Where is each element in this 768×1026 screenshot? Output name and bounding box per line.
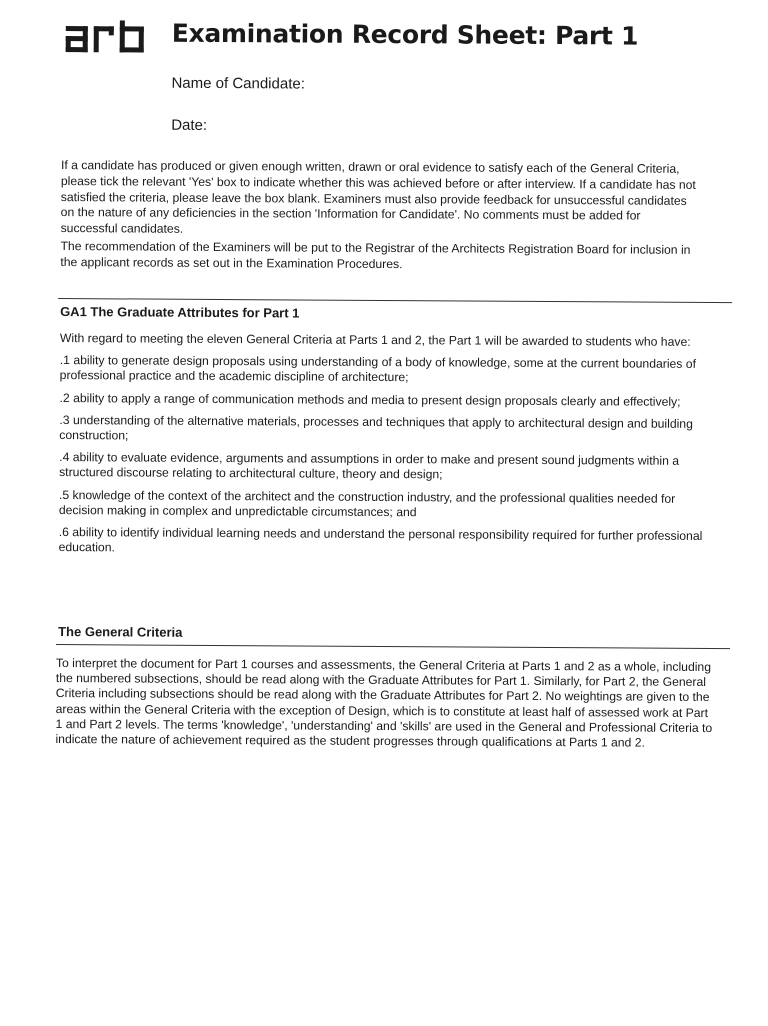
divider bbox=[58, 298, 732, 303]
date-label: Date: bbox=[171, 116, 208, 134]
instructions-paragraph: The recommendation of the Examiners will be put to the Registrar of the Architects Registration Board for inclusion in the applicant records as set out in the Examination Procedures. bbox=[60, 239, 691, 271]
candidate-name-label: Name of Candidate: bbox=[171, 74, 305, 93]
ga1-section bbox=[59, 331, 710, 566]
general-criteria-heading: The General Criteria bbox=[58, 624, 183, 640]
ga1-item: .4 ability to evaluate evidence, arguments and assumptions in order to make and present sound judgments within a structured discourse relating to architectural culture, theory and design; bbox=[59, 450, 680, 482]
ga1-lead: With regard to meeting the eleven General Criteria at Parts 1 and 2, the Part 1 will be awarded to students who have: bbox=[59, 331, 691, 349]
divider bbox=[56, 644, 730, 649]
ga1-heading: GA1 The Graduate Attributes for Part 1 bbox=[60, 304, 300, 321]
instructions-paragraph: If a candidate has produced or given enough written, drawn or oral evidence to satisfy each of the General Criteria, please tick the relevant 'Yes' box to indicate whether this was achieved before or after interview. If a candidate has not satisfied the criteria, please leave the box blank. Examiners must also provide feedback for unsuccessful candidates on the nature of any deficiencies in the section 'Information for Candidate'. No comments must be added for successful candidates. bbox=[60, 158, 696, 236]
general-criteria-paragraph: To interpret the document for Part 1 courses and assessments, the General Criteria at Parts 1 and 2 as a whole, including the numbered subsections, should be read along with the Graduate Attributes for Part 1. Similarly, for Part 2, the General Criteria including subsections should be read along with the Graduate Attributes for Part 2. No weightings are given to the areas within the General Criteria with the exception of Design, which is to constitute at least half of assessed work at Part 1 and Part 2 levels. The terms 'knowledge', 'understanding' and 'skills' are used in the General and Professional Criteria to indicate the nature of achievement required as the student progresses through qualifications at Parts 1 and 2. bbox=[55, 656, 713, 750]
ga1-item: .6 ability to identify individual learning needs and understand the personal responsibility required for further professional education. bbox=[58, 525, 703, 555]
page-title: Examination Record Sheet: Part 1 bbox=[171, 18, 639, 51]
arb-logo bbox=[64, 20, 148, 55]
ga1-item: .2 ability to apply a range of communication methods and media to present design proposals clearly and effectively; bbox=[59, 390, 681, 409]
ga1-item: .1 ability to generate design proposals using understanding of a body of knowledge, some at the current boundaries of professional practice and the academic discipline of architecture; bbox=[59, 353, 697, 385]
ga1-item: .3 understanding of the alternative materials, processes and techniques that apply to architectural design and building construction; bbox=[59, 412, 693, 443]
general-criteria-section bbox=[55, 656, 714, 751]
instructions bbox=[60, 158, 701, 276]
ga1-item: .5 knowledge of the context of the architect and the construction industry, and the professional qualities needed for decision making in complex and unpredictable circumstances; and bbox=[58, 487, 676, 520]
